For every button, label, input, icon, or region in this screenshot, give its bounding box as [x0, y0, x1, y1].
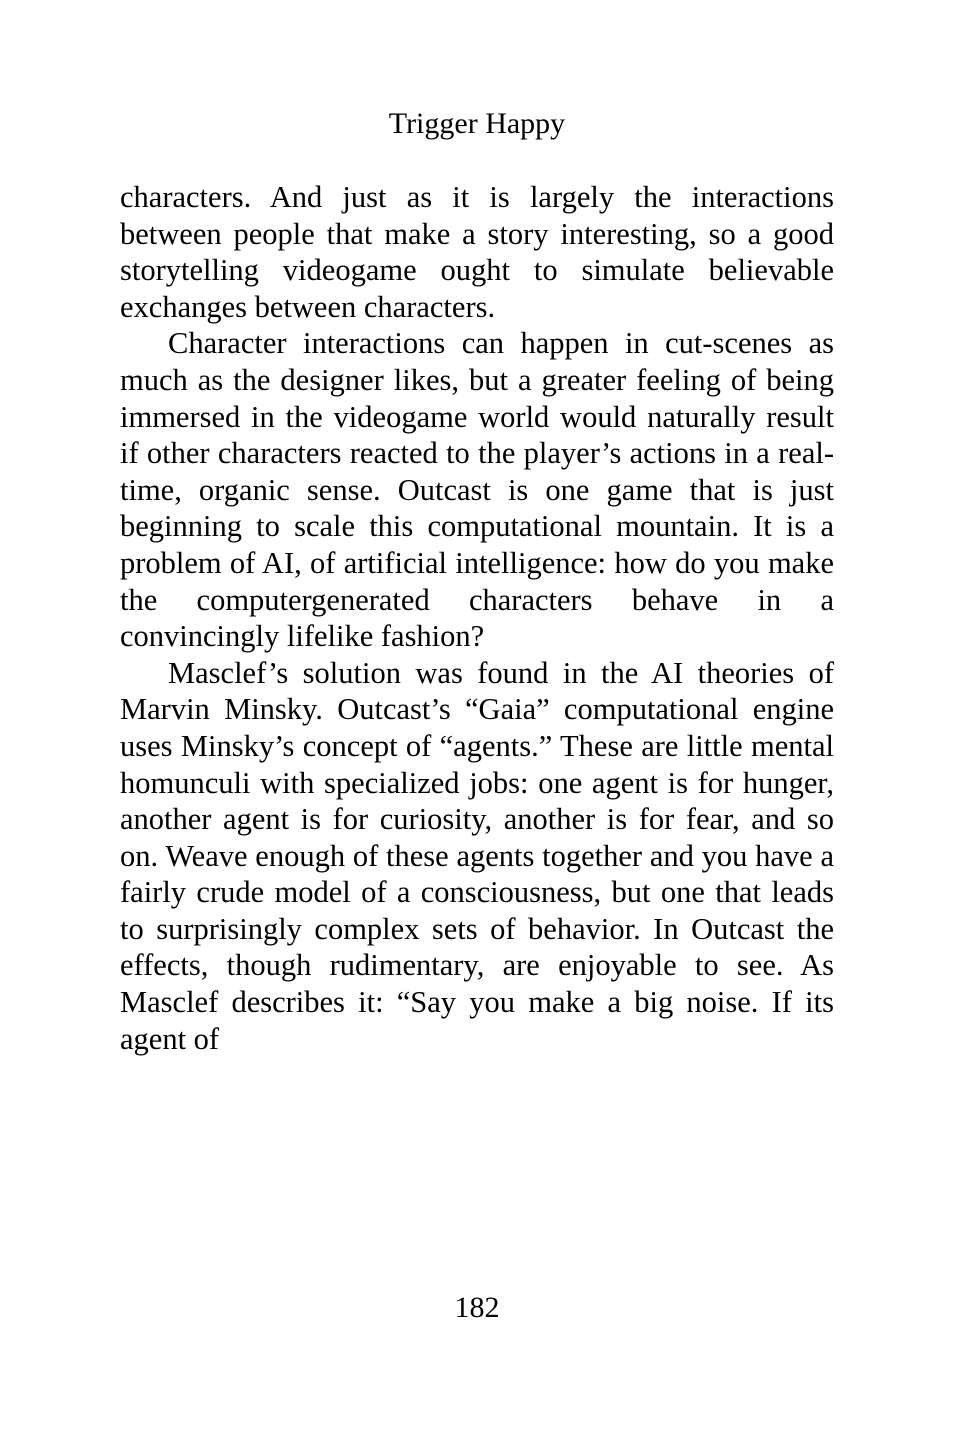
- paragraph-1: characters. And just as it is largely the interactions between people that make a story interesting, so a good storytelling videogame ought to simulate believable exchanges between characters.: [120, 180, 834, 324]
- paragraph-3: Masclef’s solution was found in the AI theories of Marvin Minsky. Outcast’s “Gaia” computational engine uses Minsky’s concept of “agents.” These are little mental homunculi with specialized jobs: one agent is for hunger, another agent is for curiosity, another is for fear, and so on. Weave enough of these agents together and you have a fairly crude model of a consciousness, but one that leads to surprisingly complex sets of behavior. In Outcast the effects, though rudimentary, are enjoyable to see. As Masclef describes it: “Say you make a big noise. If its agent of: [120, 655, 834, 1056]
- running-title: Trigger Happy: [388, 107, 566, 140]
- page-number: 182: [454, 1291, 500, 1324]
- body-text: [120, 179, 834, 1057]
- paragraph-2: Character interactions can happen in cut-scenes as much as the designer likes, but a greater feeling of being immersed in the videogame world would naturally result if other characters reacted to the player’s actions in a real-time, organic sense. Outcast is one game that is just beginning to scale this computational mountain. It is a problem of AI, of artificial intelligence: how do you make the computergenerated characters behave in a convincingly lifelike fashion?: [120, 326, 834, 654]
